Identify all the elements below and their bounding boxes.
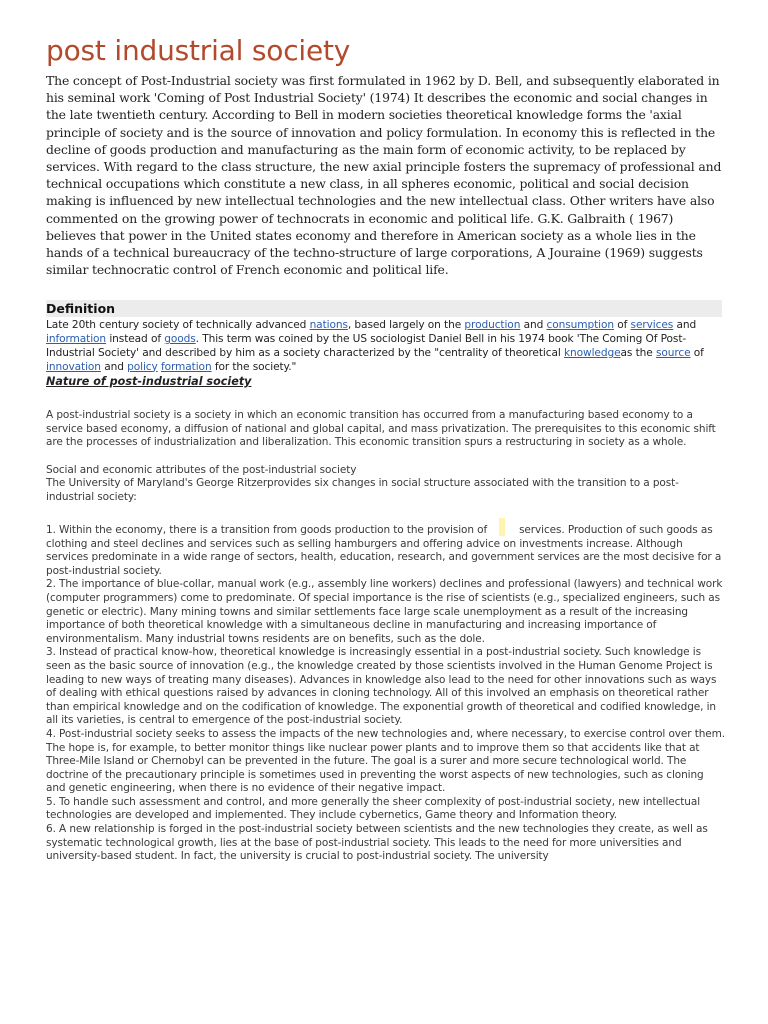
nature-heading: Nature of post-industrial society xyxy=(46,375,252,389)
link-policy[interactable]: policy xyxy=(127,360,158,373)
social-intro: The University of Maryland's George Ritzerprovides six changes in social structure associated with the transition to a post-industrial society: xyxy=(46,477,679,503)
definition-text: and xyxy=(100,360,128,373)
list-item-text: services. Production of such goods as clothing and steel declines and services such as selling hamburgers and offering advice on investments increase. Although services predominate in a wide range of sectors, health, education, research, and government services are the most decisive for a post-industrial society. xyxy=(46,524,722,577)
social-heading: Social and economic attributes of the post-industrial society xyxy=(46,463,357,476)
definition-text: . This term was coined by the US sociologist Daniel Bell in his 1974 book 'The Coming Of Post-Industrial Society' and described by him as a society characterized by the "centrality of theoretical xyxy=(46,333,687,359)
list-item-text: 1. Within the economy, there is a transition from goods production to the provision of xyxy=(46,524,488,536)
definition-text: and xyxy=(520,319,547,332)
nature-paragraph: A post-industrial society is a society in which an economic transition has occurred from a manufacturing based economy to a service based economy, a diffusion of national and global capital, and mass privatization. The prerequisites to this economic shift are the processes of industrialization and liberalization. This economic transition spurs a restructuring in society as a whole. xyxy=(46,409,716,449)
link-production[interactable]: production xyxy=(464,319,521,332)
link-source[interactable]: source xyxy=(655,346,691,359)
page-title: post industrial society xyxy=(46,34,351,67)
document-page xyxy=(46,34,726,864)
link-services[interactable]: services xyxy=(630,319,674,332)
link-knowledge[interactable]: knowledge xyxy=(563,346,621,359)
list-item: 6. A new relationship is forged in the post-industrial society between scientists and the new technologies they create, as well as systematic technological growth, lies at the base of post-industrial society. This leads to the need for more universities and university-based student. In fact, the university is crucial to post-industrial society. The university xyxy=(46,823,708,863)
list-item: 3. Instead of practical know-how, theoretical knowledge is increasingly essential in a post-industrial society. Such knowledge is seen as the basic source of innovation (e.g., the knowledge created by those scientists involved in the Human Genome Project is leading to new ways of treating many diseases). Advances in knowledge also lead to the need for other innovations such as ways of dealing with ethical questions raised by advances in cloning technology. All of this involved an emphasis on theoretical rather than empirical knowledge and on the codification of knowledge. The exponential growth of theoretical and codified knowledge, in all its varieties, is central to emergence of the post-industrial society. xyxy=(46,646,717,727)
definition-text: as the xyxy=(620,346,656,359)
list-item xyxy=(46,518,726,578)
list-item: 5. To handle such assessment and control, and more generally the sheer complexity of post-industrial society, new intellectual technologies are developed and implemented. They include cybernetics, Game theory and Information theory. xyxy=(46,795,701,822)
definition-text: , based largely on the xyxy=(347,319,465,332)
link-consumption[interactable]: consumption xyxy=(546,319,614,332)
spacer xyxy=(46,389,726,409)
definition-text: for the society." xyxy=(211,360,297,373)
list-item: 4. Post-industrial society seeks to assess the impacts of the new technologies and, where necessary, to exercise control over them. The hope is, for example, to better monitor things like nuclear power plants and to improve them so that accidents like that at Three-Mile Island or Chernobyl can be prevented in the future. The goal is a surer and more secure technological world. The doctrine of the precautionary principle is sometimes used in preventing the worst aspects of new technologies, such as cloning and genetic engineering, when there is no evidence of their negative impact. xyxy=(46,727,726,795)
definition-text: of xyxy=(613,319,631,332)
spacer xyxy=(46,450,726,464)
definition-heading: Definition xyxy=(46,300,722,317)
definition-text: instead of xyxy=(106,333,165,346)
link-formation[interactable]: formation xyxy=(160,360,212,373)
definition-text: Late 20th century society of technically advanced xyxy=(46,319,310,332)
intro-paragraph: The concept of Post-Industrial society was first formulated in 1962 by D. Bell, and subsequently elaborated in his seminal work 'Coming of Post Industrial Society' (1974) It describes the economic and social changes in the late twentieth century. According to Bell in modern societies theoretical knowledge forms the 'axial principle of society and is the source of innovation and policy formulation. In economy this is reflected in the decline of goods production and manufacturing as the main form of economic activity, to be replaced by services. With regard to the class structure, the new axial principle fosters the supremacy of professional and technical occupations which constitute a new class, in all spheres economic, political and social decision making is influenced by new intellectual technologies and the new intellectual class. Other writers have also commented on the growing power of technocrats in economic and political life. G.K. Galbraith ( 1967) believes that power in the United states economy and therefore in American society as a whole lies in the hands of a technical bureaucracy of the techno-structure of large corporations, A Jouraine (1969) suggests similar technocratic control of French economic and political life. xyxy=(46,73,722,278)
list-item: 2. The importance of blue-collar, manual work (e.g., assembly line workers) declines and professional (lawyers) and technical work (computer programmers) come to predominate. Of special importance is the rise of scientists (e.g., specialized engineers, such as genetic or electric). Many mining towns and similar settlements face large scale unemployment as a result of the increasing importance of both theoretical knowledge with a simultaneous decline in manufacturing and increasing importance of environmentalism. Many industrial towns residents are on benefits, such as the dole. xyxy=(46,578,723,645)
link-nations[interactable]: nations xyxy=(309,319,348,332)
definition-text: of xyxy=(690,346,704,359)
link-goods[interactable]: goods xyxy=(164,333,196,346)
highlight-mark xyxy=(499,518,505,536)
link-information[interactable]: information xyxy=(46,333,107,346)
definition-paragraph xyxy=(46,319,726,374)
spacer xyxy=(46,504,726,518)
link-innovation[interactable]: innovation xyxy=(46,360,101,373)
definition-text: and xyxy=(673,319,697,332)
